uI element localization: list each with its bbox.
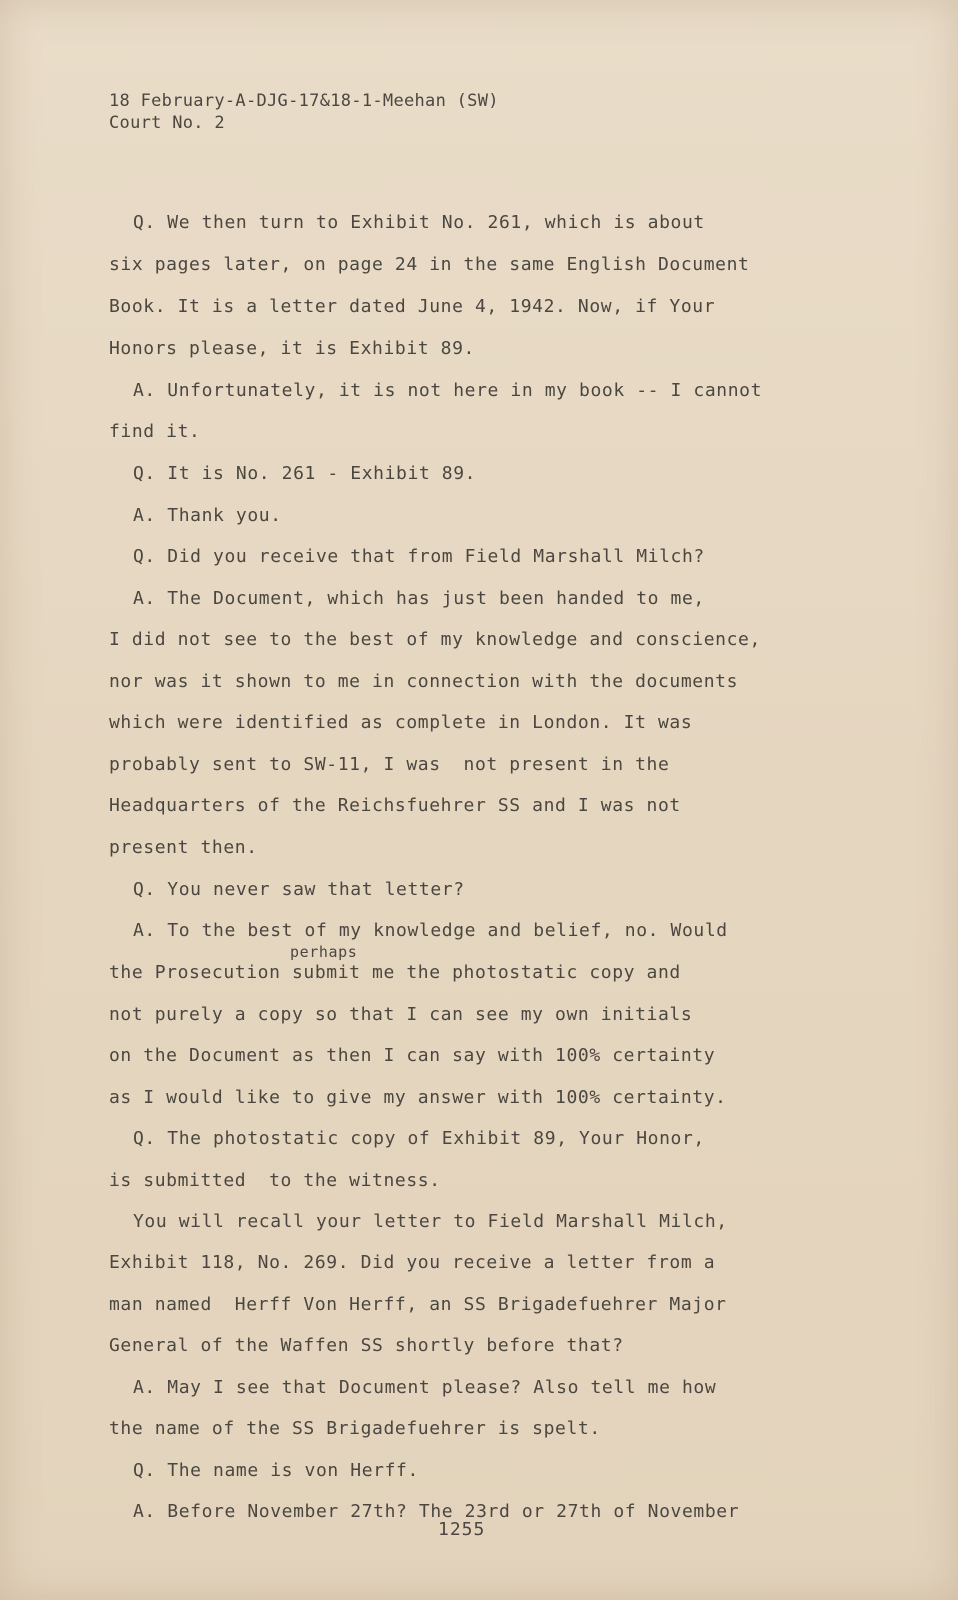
transcript-line: I did not see to the best of my knowledge and conscience, [109,629,761,650]
transcript-line: Honors please, it is Exhibit 89. [109,338,475,359]
transcript-line: nor was it shown to me in connection with the documents [109,671,739,692]
header-court: Court No. 2 [109,113,225,133]
transcript-line: Q. You never saw that letter? [133,879,465,900]
transcript-line: probably sent to SW-11, I was not present in the [109,754,670,775]
transcript-line: A. May I see that Document please? Also tell me how [133,1377,717,1398]
transcript-line: A. Unfortunately, it is not here in my book -- I cannot [133,380,763,401]
transcript-line: Exhibit 118, No. 269. Did you receive a letter from a [109,1252,716,1273]
transcript-line: Q. The name is von Herff. [133,1460,419,1481]
transcript-line: six pages later, on page 24 in the same English Document [109,254,750,275]
transcript-line: Q. It is No. 261 - Exhibit 89. [133,463,477,484]
transcript-line: A. To the best of my knowledge and belief, no. Would [133,920,728,941]
transcript-line: A. Thank you. [133,505,282,526]
transcript-line: present then. [109,837,258,858]
transcript-line: find it. [109,421,201,442]
header-reference: 18 February-A-DJG-17&18-1-Meehan (SW) [109,91,499,111]
transcript-line: as I would like to give my answer with 100% certainty. [109,1087,727,1108]
transcript-line: Q. The photostatic copy of Exhibit 89, Your Honor, [133,1128,705,1149]
transcript-line: A. The Document, which has just been handed to me, [133,588,705,609]
transcript-line: which were identified as complete in London. It was [109,712,693,733]
transcript-line: the Prosecution submit me the photostatic copy and [109,962,681,983]
transcript-line: not purely a copy so that I can see my own initials [109,1004,693,1025]
transcript-line: A. Before November 27th? The 23rd or 27th of November [133,1501,740,1522]
transcript-line: Headquarters of the Reichsfuehrer SS and I was not [109,795,681,816]
transcript-line: man named Herff Von Herff, an SS Brigadefuehrer Major [109,1294,727,1315]
transcript-line: Book. It is a letter dated June 4, 1942. Now, if Your [109,296,716,317]
transcript-line: General of the Waffen SS shortly before that? [109,1335,624,1356]
handwritten-insertion: perhaps [290,943,358,961]
transcript-line: is submitted to the witness. [109,1170,441,1191]
page-number: 1255 [438,1519,486,1540]
transcript-line: You will recall your letter to Field Marshall Milch, [133,1211,728,1232]
document-header [109,90,499,134]
transcript-line: Q. We then turn to Exhibit No. 261, which is about [133,212,705,233]
transcript-line: the name of the SS Brigadefuehrer is spelt. [109,1418,601,1439]
transcript-line: on the Document as then I can say with 100% certainty [109,1045,716,1066]
transcript-line: Q. Did you receive that from Field Marshall Milch? [133,546,705,567]
